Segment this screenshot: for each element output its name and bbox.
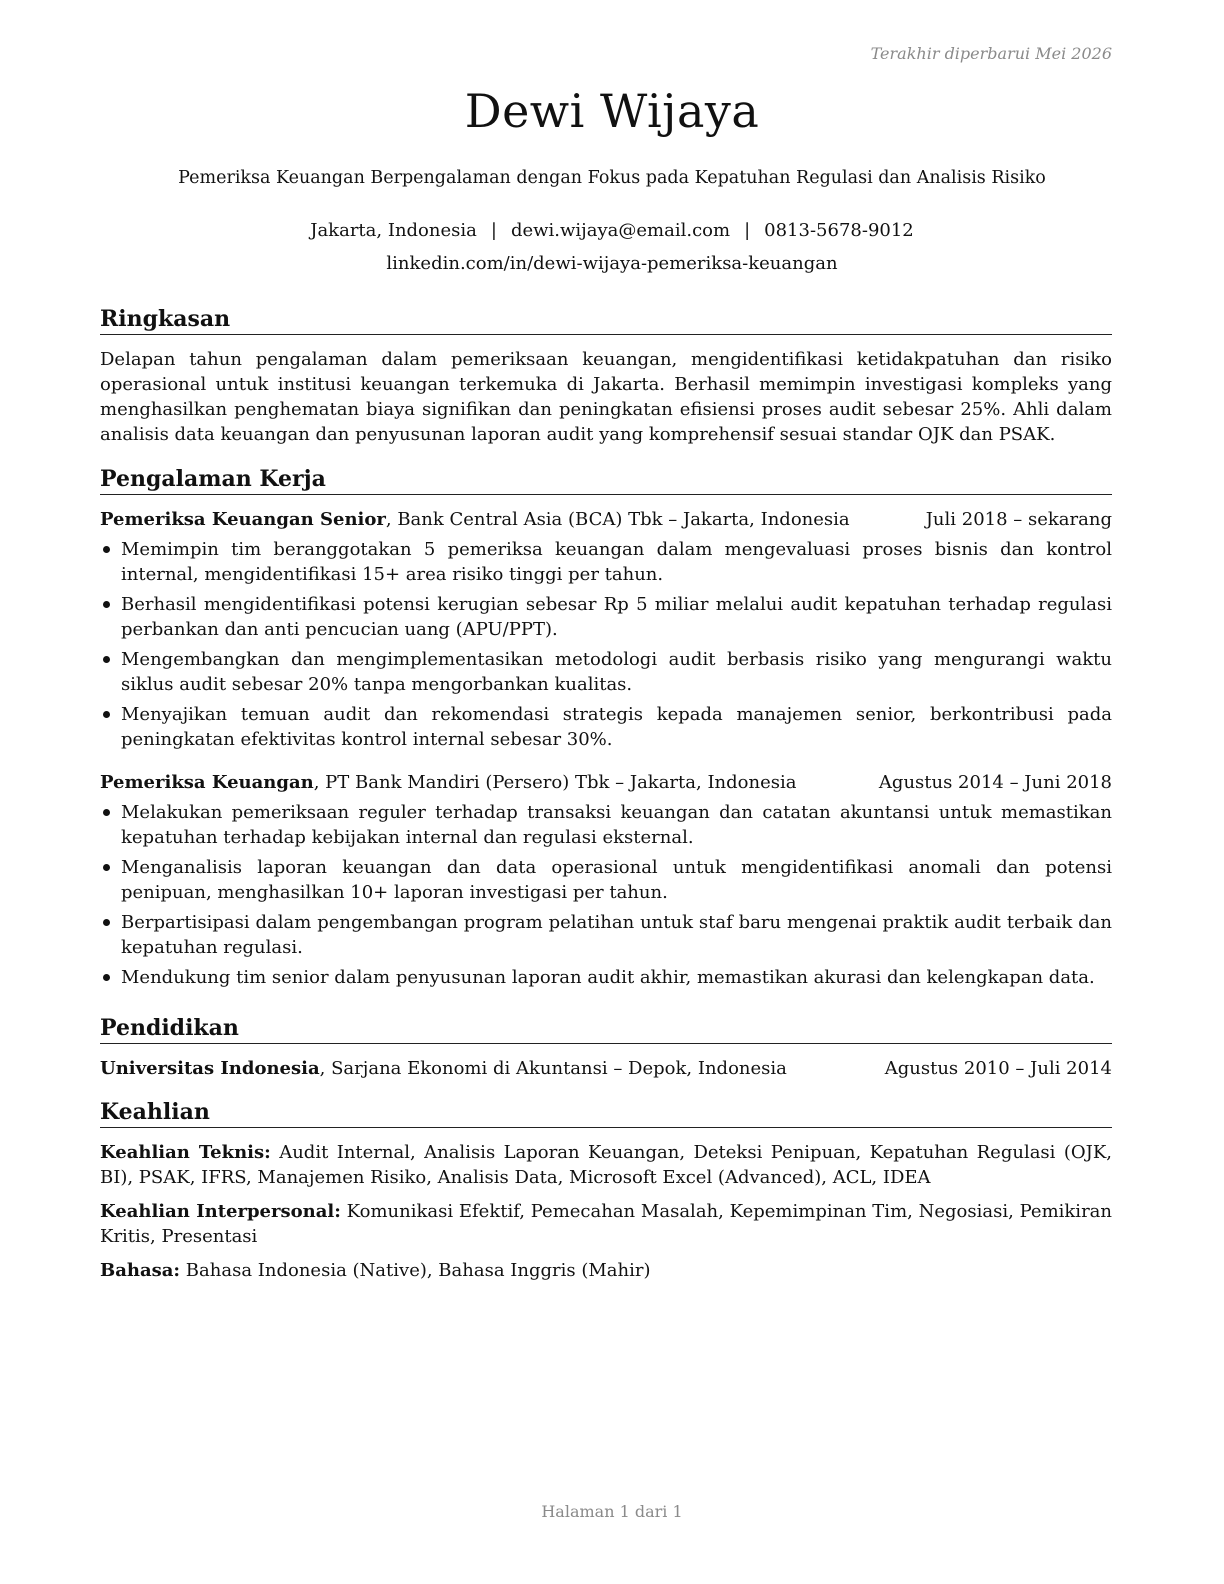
candidate-name: Dewi Wijaya	[464, 84, 760, 138]
contact-phone: 0813-5678-9012	[764, 220, 914, 241]
skills-technical-label: Keahlian Teknis:	[100, 1142, 271, 1163]
job-bullet: Menyajikan temuan audit dan rekomendasi strategis kepada manajemen senior, berkontribusi pada peningkatan efektivitas kontrol internal sebesar 30%.	[100, 702, 1112, 752]
job-bullet: Melakukan pemeriksaan reguler terhadap transaksi keuangan dan catatan akuntansi untuk memastikan kepatuhan terhadap kebijakan internal dan regulasi eksternal.	[100, 800, 1112, 850]
skills-technical	[100, 1140, 1112, 1190]
job-title-org	[100, 507, 850, 532]
job-org: , Bank Central Asia (BCA) Tbk – Jakarta, Indonesia	[385, 509, 850, 530]
education-school-degree	[100, 1056, 787, 1081]
contact-location: Jakarta, Indonesia	[310, 220, 477, 241]
skills-language-label: Bahasa:	[100, 1260, 181, 1281]
education-heading: Pendidikan	[100, 1014, 1112, 1044]
skills-language	[100, 1258, 1112, 1283]
job-entry	[100, 770, 1112, 990]
job-bullet: Menganalisis laporan keuangan dan data operasional untuk mengidentifikasi anomali dan potensi penipuan, menghasilkan 10+ laporan investigasi per tahun.	[100, 855, 1112, 905]
summary-section	[100, 305, 1112, 447]
summary-heading: Ringkasan	[100, 305, 1112, 335]
education-entry	[100, 1056, 1112, 1081]
job-bullet: Berpartisipasi dalam pengembangan program pelatihan untuk staf baru mengenai praktik audit terbaik dan kepatuhan regulasi.	[100, 910, 1112, 960]
job-dates: Agustus 2014 – Juni 2018	[878, 772, 1112, 793]
last-updated-note: Terakhir diperbarui Mei 2026	[870, 44, 1112, 63]
job-entry	[100, 507, 1112, 752]
experience-heading: Pengalaman Kerja	[100, 465, 1112, 495]
education-section	[100, 1014, 1112, 1086]
experience-section	[100, 465, 1112, 995]
job-header	[100, 770, 1112, 795]
job-bullet: Mengembangkan dan mengimplementasikan metodologi audit berbasis risiko yang mengurangi waktu siklus audit sebesar 20% tanpa mengorbankan kualitas.	[100, 647, 1112, 697]
skills-interpersonal-label: Keahlian Interpersonal:	[100, 1201, 341, 1222]
job-bullets	[100, 537, 1112, 752]
job-org: , PT Bank Mandiri (Persero) Tbk – Jakarta, Indonesia	[313, 772, 797, 793]
candidate-tagline: Pemeriksa Keuangan Berpengalaman dengan Fokus pada Kepatuhan Regulasi dan Analisis Risiko	[178, 168, 1046, 188]
job-title-org	[100, 770, 796, 795]
job-role: Pemeriksa Keuangan	[100, 772, 314, 793]
summary-text: Delapan tahun pengalaman dalam pemeriksaan keuangan, mengidentifikasi ketidakpatuhan dan risiko operasional untuk institusi keuangan terkemuka di Jakarta. Berhasil memimpin investigasi kompleks yang menghasilkan penghematan biaya signifikan dan peningkatan efisiensi proses audit sebesar 25%. Ahli dalam analisis data keuangan dan penyusunan laporan audit yang komprehensif sesuai standar OJK dan PSAK.	[100, 349, 1112, 445]
job-header	[100, 507, 1112, 532]
job-bullets	[100, 800, 1112, 990]
skills-technical-list: Audit Internal, Analisis Laporan Keuangan, Deteksi Penipuan, Kepatuhan Regulasi (OJK, BI), PSAK, IFRS, Manajemen Risiko, Analisis Data, Microsoft Excel (Advanced), ACL, IDEA	[100, 1142, 1112, 1188]
contact-line	[0, 220, 1224, 241]
contact-separator: |	[490, 220, 497, 241]
skills-section	[100, 1098, 1112, 1292]
contact-email[interactable]: dewi.wijaya@email.com	[510, 220, 731, 241]
job-bullet: Mendukung tim senior dalam penyusunan laporan audit akhir, memastikan akurasi dan kelengkapan data.	[100, 965, 1112, 990]
job-dates: Juli 2018 – sekarang	[925, 509, 1112, 530]
contact-separator: |	[744, 220, 751, 241]
job-bullet: Memimpin tim beranggotakan 5 pemeriksa keuangan dalam mengevaluasi proses bisnis dan kontrol internal, mengidentifikasi 15+ area risiko tinggi per tahun.	[100, 537, 1112, 587]
skills-heading: Keahlian	[100, 1098, 1112, 1128]
job-role: Pemeriksa Keuangan Senior	[100, 509, 386, 530]
education-dates: Agustus 2010 – Juli 2014	[884, 1058, 1112, 1079]
skills-interpersonal	[100, 1199, 1112, 1249]
linkedin-link[interactable]: linkedin.com/in/dewi-wijaya-pemeriksa-keuangan	[386, 253, 838, 274]
skills-interpersonal-list: Komunikasi Efektif, Pemecahan Masalah, Kepemimpinan Tim, Negosiasi, Pemikiran Kritis, Presentasi	[100, 1201, 1112, 1247]
page-number: Halaman 1 dari 1	[541, 1502, 683, 1521]
education-school: Universitas Indonesia	[100, 1058, 320, 1079]
skills-language-list: Bahasa Indonesia (Native), Bahasa Inggris (Mahir)	[180, 1260, 651, 1281]
job-bullet: Berhasil mengidentifikasi potensi kerugian sebesar Rp 5 miliar melalui audit kepatuhan terhadap regulasi perbankan dan anti pencucian uang (APU/PPT).	[100, 592, 1112, 642]
education-degree: , Sarjana Ekonomi di Akuntansi – Depok, Indonesia	[319, 1058, 787, 1079]
